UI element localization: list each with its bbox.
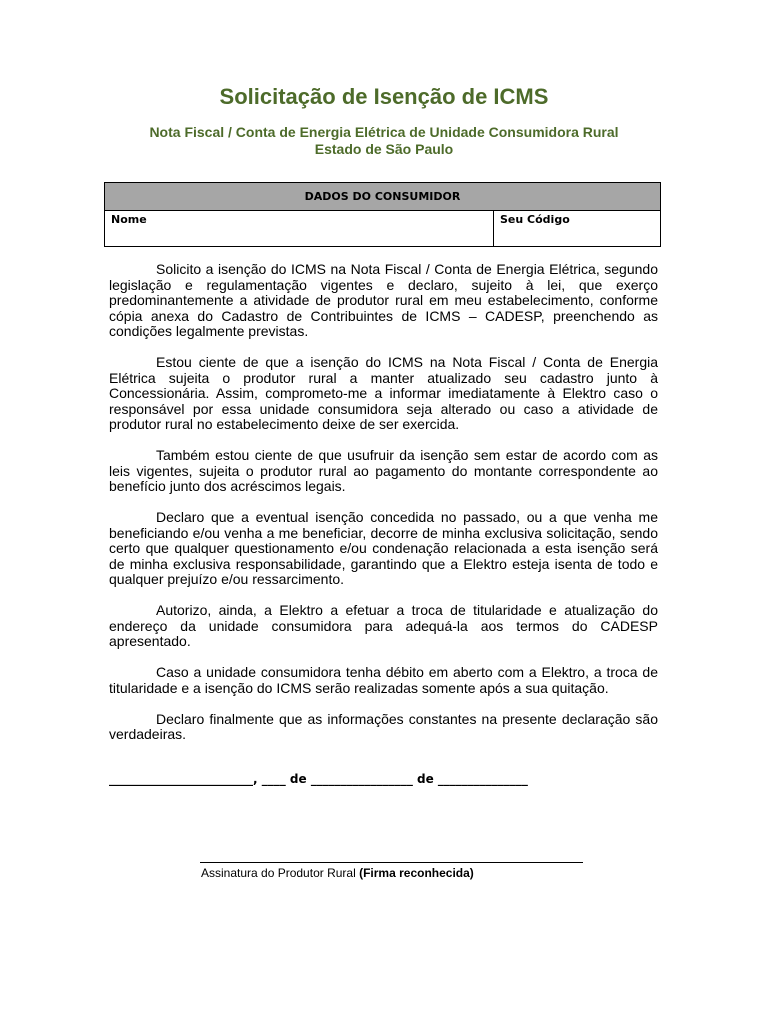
consumer-data-table — [104, 182, 661, 247]
document-title: Solicitação de Isenção de ICMS — [219, 84, 549, 109]
name-label: Nome — [111, 213, 147, 226]
document-subtitle — [0, 124, 768, 158]
paragraph: Também estou ciente de que usufruir da isenção sem estar de acordo com as leis vigentes, sujeita o produtor rural ao pagamento do montante correspondente ao benefício junto dos acréscimos legais. — [109, 447, 658, 494]
place-date-line[interactable]: ________________________, ____ de _________________ de _______________ — [109, 772, 528, 786]
name-field[interactable] — [105, 211, 494, 247]
code-label: Seu Código — [500, 213, 570, 226]
signature-line[interactable] — [200, 862, 583, 863]
signature-caption-text: Assinatura do Produtor Rural — [201, 866, 356, 880]
code-field[interactable] — [494, 211, 661, 247]
signature-caption-bold: (Firma reconhecida) — [359, 866, 474, 880]
consumer-table-header: DADOS DO CONSUMIDOR — [105, 183, 661, 211]
paragraph: Solicito a isenção do ICMS na Nota Fiscal / Conta de Energia Elétrica, segundo legislação e regulamentação vigentes e declaro, sujeito à lei, que exerço predominantemente a atividade de produtor rural em meu estabelecimento, conforme cópia anexa do Cadastro de Contribuintes de ICMS – CADESP, preenchendo as condições legalmente previstas. — [109, 261, 658, 339]
paragraph: Declaro finalmente que as informações constantes na presente declaração são verdadeiras. — [109, 710, 658, 742]
paragraph: Declaro que a eventual isenção concedida no passado, ou a que venha me beneficiando e/ou venha a me beneficiar, decorre de minha exclusiva solicitação, sendo certo que qualquer questionamento e/ou condenação relacionada a esta isenção será de minha exclusiva responsabilidade, garantindo que a Elektro esteja isenta de todo e qualquer prejuízo e/ou ressarcimento. — [109, 509, 658, 587]
declaration-body — [109, 262, 658, 758]
paragraph: Estou ciente de que a isenção do ICMS na Nota Fiscal / Conta de Energia Elétrica sujeita o produtor rural a manter atualizado seu cadastro junto à Concessionária. Assim, comprometo-me a informar imediatamente à Elektro caso o responsável por essa unidade consumidora seja alterado ou caso a atividade de produtor rural no estabelecimento deixe de ser exercida. — [109, 354, 658, 432]
subtitle-line-1: Nota Fiscal / Conta de Energia Elétrica de Unidade Consumidora Rural — [149, 124, 619, 140]
subtitle-line-2: Estado de São Paulo — [314, 141, 454, 157]
signature-caption — [201, 866, 474, 880]
paragraph: Caso a unidade consumidora tenha débito em aberto com a Elektro, a troca de titularidade e a isenção do ICMS serão realizadas somente após a sua quitação. — [109, 664, 658, 696]
paragraph: Autorizo, ainda, a Elektro a efetuar a troca de titularidade e atualização do endereço da unidade consumidora para adequá-la aos termos do CADESP apresentado. — [109, 602, 658, 649]
